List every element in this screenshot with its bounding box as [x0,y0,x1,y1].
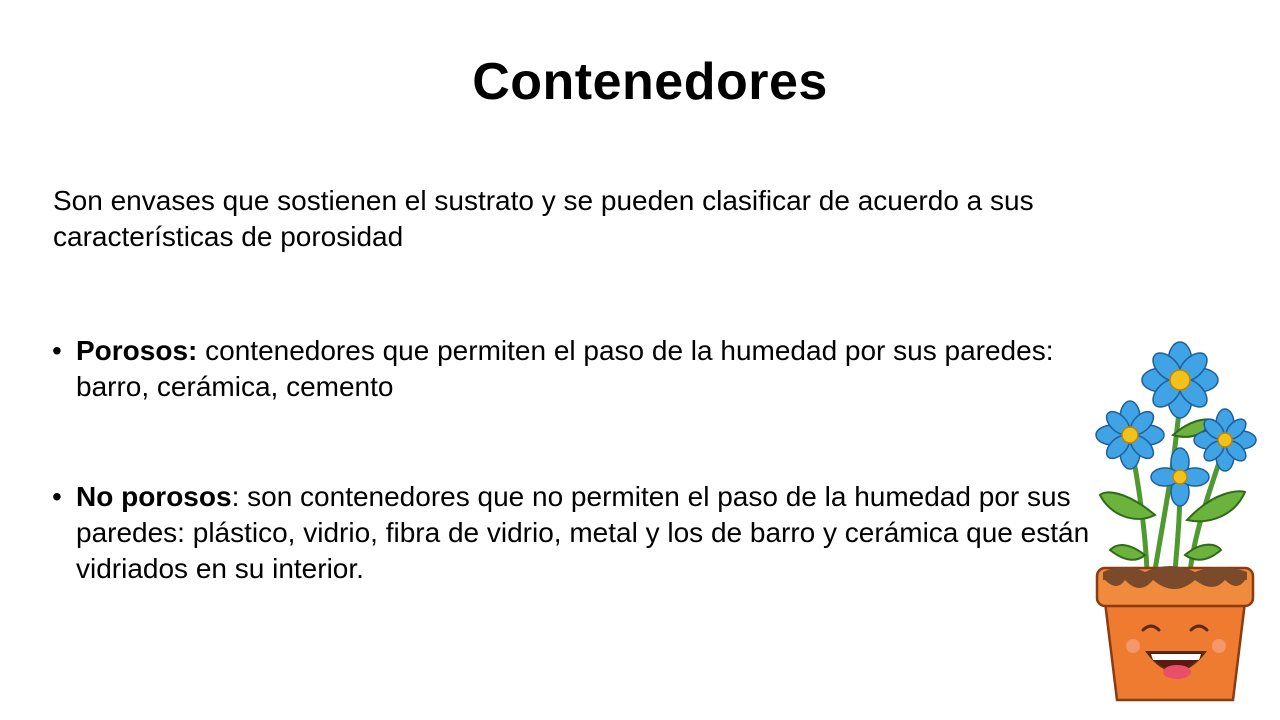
flower-pot-illustration [1085,340,1265,712]
bullet-dot: • [52,335,62,366]
bullet-no-porosos [52,479,1126,587]
intro-paragraph: Son envases que sostienen el sustrato y se pueden clasificar de acuerdo a sus características de porosidad [53,185,1034,252]
pot-icon [1097,566,1253,700]
flower-icon [1142,342,1218,418]
bullet-porosos [52,333,1126,405]
bullet-term: Porosos: [76,335,198,366]
bullet-term: No porosos [76,481,232,512]
bullet-text: contenedores que permiten el paso de la humedad por sus paredes: barro, cerámica, cemento [76,335,1054,402]
bullet-dot: • [52,481,62,512]
slide-title: Contenedores [472,53,828,111]
bullet-text: : son contenedores que no permiten el paso de la humedad por sus paredes: plástico, vidrio, fibra de vidrio, metal y los de barro y cerámica que están vidriados en su interior. [76,481,1090,584]
